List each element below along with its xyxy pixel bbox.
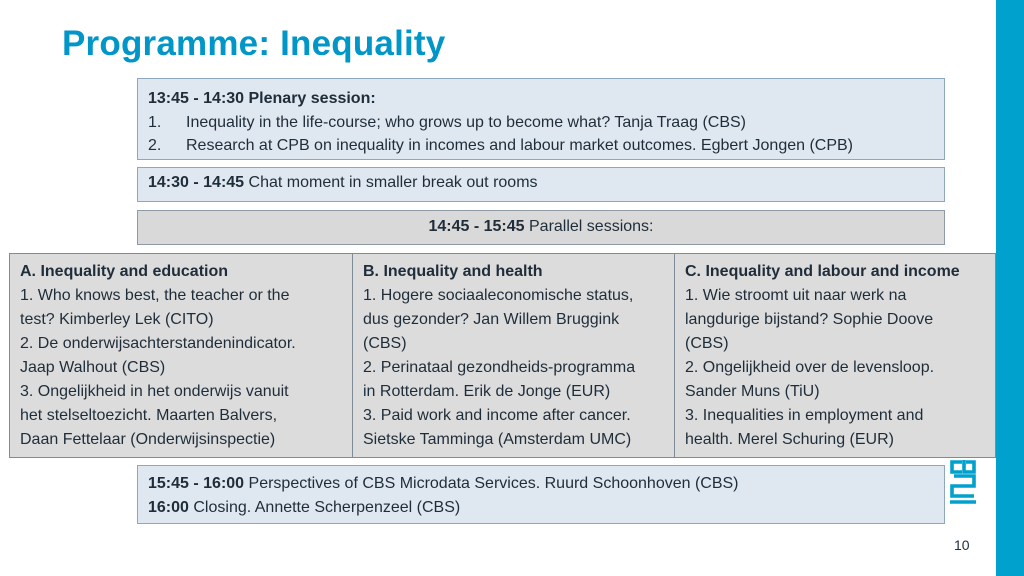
session-line: 3. Paid work and income after cancer. [363,407,631,424]
plenary-item-text: Inequality in the life-course; who grows up to become what? Tanja Traag (CBS) [186,113,746,131]
page-number: 10 [954,537,970,553]
plenary-item-text: Research at CPB on inequality in incomes and labour market outcomes. Egbert Jongen (CPB) [186,137,854,154]
parallel-text: Parallel sessions: [529,218,654,235]
session-line: het stelseltoezicht. Maarten Balvers, [20,407,278,424]
plenary-item [148,134,934,158]
session-line: 3. Ongelijkheid in het onderwijs vanuit [20,383,289,400]
closing-line [148,496,934,520]
session-line: test? Kimberley Lek (CITO) [20,311,214,328]
session-title: A. Inequality and education [20,263,229,280]
session-line: 3. Inequalities in employment and [685,407,924,424]
plenary-item-number: 2. [148,137,162,154]
closing-box [137,465,945,524]
session-line: 2. Ongelijkheid over de levensloop. [685,359,935,376]
session-line: Daan Fettelaar (Onderwijsinspectie) [20,431,276,448]
session-line: 2. De onderwijsachterstandenindicator. [20,335,296,352]
session-line: dus gezonder? Jan Willem Bruggink [363,311,620,328]
cbs-logo-icon [946,458,980,506]
session-line: 2. Perinataal gezondheids-programma [363,359,636,376]
closing-time: 15:45 - 16:00 [148,475,245,492]
session-line: 1. Wie stroomt uit naar werk na [685,287,907,304]
session-line: 1. Who knows best, the teacher or the [20,287,290,304]
session-line: (CBS) [685,335,729,352]
session-line: (CBS) [363,335,407,352]
chat-time: 14:30 - 14:45 [148,174,245,191]
session-line: Sietske Tamminga (Amsterdam UMC) [363,431,632,448]
session-title: C. Inequality and labour and income [685,263,960,280]
session-column-a [10,254,352,457]
session-line: langdurige bijstand? Sophie Doove [685,311,934,328]
session-line: 1. Hogere sociaaleconomische status, [363,287,634,304]
session-column-c [674,254,995,457]
session-column-b [352,254,674,457]
slide-title: Programme: Inequality [62,24,446,63]
parallel-time: 14:45 - 15:45 [428,218,525,235]
right-accent-bar [996,0,1024,576]
closing-time: 16:00 [148,499,189,516]
closing-line [148,472,934,496]
closing-text: Perspectives of CBS Microdata Services. Ruurd Schoonhoven (CBS) [248,475,739,492]
plenary-session-box [137,78,945,160]
session-line: Jaap Walhout (CBS) [20,359,166,376]
parallel-sessions-table [9,253,996,458]
plenary-item [148,111,934,135]
session-line: Sander Muns (TiU) [685,383,820,400]
chat-moment-box [137,167,945,202]
session-title: B. Inequality and health [363,263,543,280]
session-line: health. Merel Schuring (EUR) [685,431,894,448]
session-line: in Rotterdam. Erik de Jonge (EUR) [363,383,611,400]
plenary-heading: 13:45 - 14:30 Plenary session: [148,90,376,107]
parallel-sessions-box [137,210,945,245]
closing-text: Closing. Annette Scherpenzeel (CBS) [193,499,461,516]
plenary-item-number: 1. [148,113,162,131]
chat-text: Chat moment in smaller break out rooms [248,174,538,191]
